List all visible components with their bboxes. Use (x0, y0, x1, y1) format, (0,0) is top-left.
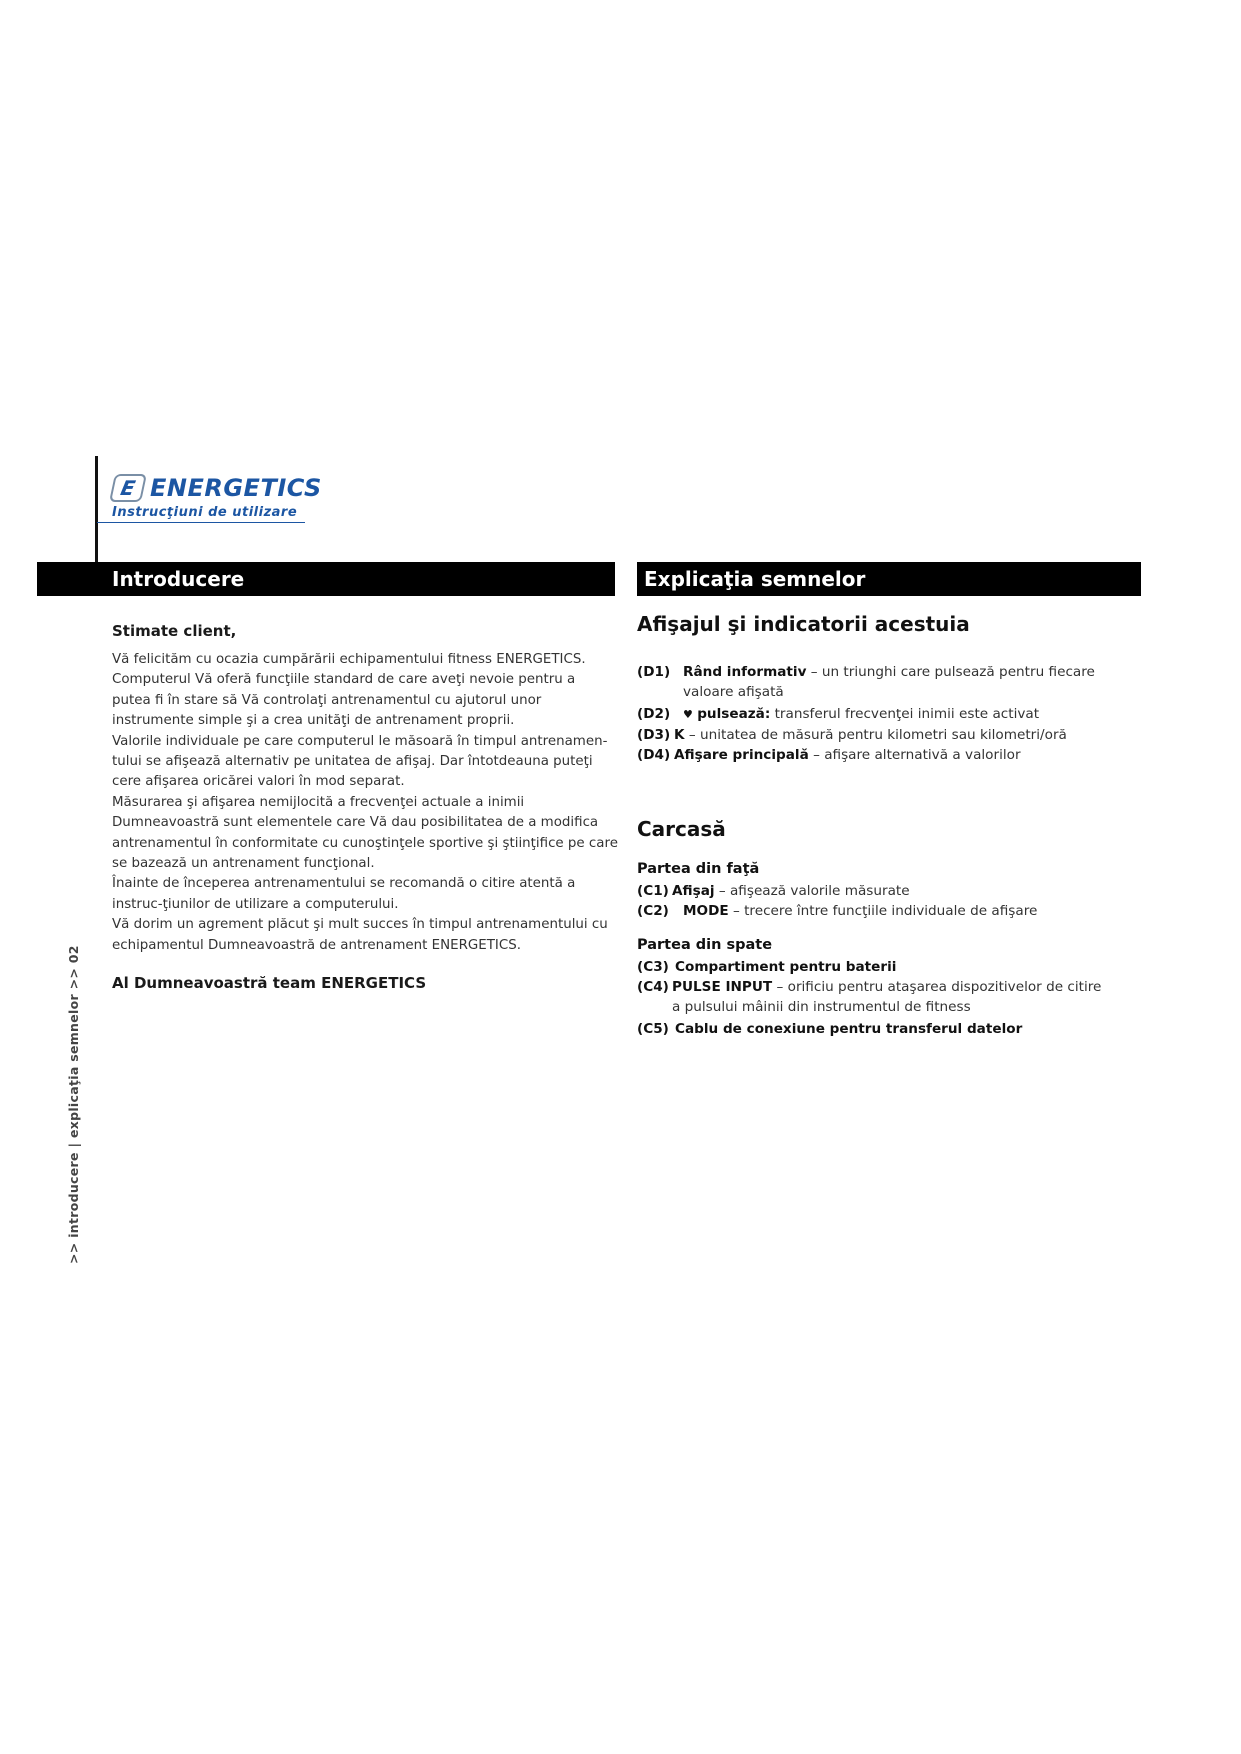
page-side-label: >> introducere | explicaţia semnelor >> 02 (66, 945, 81, 1264)
item-code: (D1) (637, 664, 671, 680)
item-code: (C1) (637, 883, 669, 899)
greeting: Stimate client, (112, 622, 237, 640)
intro-paragraph: Valorile individuale pe care computerul le măsoară în timpul antrenamen-tului se afişează alternativ pe unitatea de afişaj. Dar întotdeauna puteţi cere afişarea oricărei valori în mod separat. (112, 733, 608, 790)
item-code: (C3) (637, 959, 669, 975)
display-item-d3 (637, 725, 1137, 745)
document-subtitle: Instrucţiuni de utilizare (112, 505, 298, 520)
item-term: pulsează: (697, 706, 771, 722)
item-term: Afişare principală (674, 747, 809, 763)
item-desc: – afişează valorile măsurate (714, 883, 910, 899)
item-desc: – unitatea de măsură pentru kilometri sau kilometri/oră (684, 727, 1067, 743)
intro-paragraph: Computerul Vă oferă funcţiile standard de care aveţi nevoie pentru a putea fi în stare să Vă controlaţi antrenamentul cu ajutorul unor instrumente simple şi a crea unităţi de antrenament proprii. (112, 672, 576, 729)
item-desc: – orificiu pentru ataşarea dispozitivelor de citire a pulsului mâinii din instrumentul de fitness (672, 979, 1102, 1015)
item-code: (D2) (637, 706, 671, 722)
housing-item-c4 (637, 977, 1137, 1017)
item-term: K (674, 727, 685, 743)
item-code: (D4) (637, 747, 671, 763)
signature: Al Dumneavoastră team ENERGETICS (112, 974, 427, 993)
header-divider (95, 456, 98, 562)
logo-mark-icon: E (109, 474, 147, 502)
item-desc: – afişare alternativă a valorilor (808, 747, 1021, 763)
item-term: Afişaj (672, 883, 715, 899)
item-term: Cablu de conexiune pentru transferul datelor (675, 1021, 1023, 1037)
housing-item-c5 (637, 1019, 1137, 1039)
item-code: (C4) (637, 979, 669, 995)
item-desc: – trecere între funcţiile individuale de afişare (728, 903, 1038, 919)
item-desc: transferul frecvenţei inimii este activat (770, 706, 1040, 722)
item-term: Rând informativ (683, 664, 807, 680)
front-heading: Partea din faţă (637, 861, 760, 877)
display-heading: Afişajul şi indicatorii acestuia (637, 612, 970, 636)
item-code: (C2) (637, 903, 669, 919)
introduction-column (112, 622, 618, 1007)
section-title-introduction: Introducere (37, 562, 615, 596)
display-item-d4 (637, 745, 1137, 765)
intro-paragraph: Vă dorim un agrement plăcut şi mult succes în timpul antrenamentului cu echipamentul Dumneavoastră de antrenament ENERGETICS. (112, 917, 608, 953)
subtitle-underline (97, 522, 305, 523)
display-item-d2 (637, 704, 1137, 725)
housing-item-c1 (637, 881, 1137, 901)
display-item-d1 (637, 662, 1137, 702)
heart-icon: ♥ (683, 708, 693, 721)
item-term: PULSE INPUT (672, 979, 773, 995)
back-heading: Partea din spate (637, 937, 773, 953)
energetics-logo (112, 474, 322, 502)
item-term: Compartiment pentru baterii (675, 959, 897, 975)
intro-paragraph: Vă felicităm cu ocazia cumpărării echipamentului fitness ENERGETICS. (112, 652, 586, 667)
intro-paragraph: Înainte de începerea antrenamentului se recomandă o citire atentă a instruc-ţiunilor de utilizare a computerului. (112, 876, 576, 912)
housing-heading: Carcasă (637, 817, 726, 841)
housing-item-c3 (637, 957, 1137, 977)
intro-paragraph: Măsurarea şi afişarea nemijlocită a frecvenţei actuale a inimii Dumneavoastră sunt elementele care Vă dau posibilitatea de a modifica antrenamentul în conformitate cu cunoştinţele sportive şi ştiinţifice pe care se bazează un antrenament funcţional. (112, 794, 618, 872)
item-term: MODE (683, 903, 729, 919)
item-code: (D3) (637, 727, 671, 743)
item-desc: – un triunghi care pulsează pentru fiecare valoare afişată (683, 664, 1095, 700)
logo-wordmark: ENERGETICS (150, 474, 322, 502)
section-title-symbols: Explicaţia semnelor (637, 562, 1141, 596)
symbols-column (637, 612, 1137, 1039)
housing-item-c2 (637, 901, 1137, 921)
item-code: (C5) (637, 1021, 669, 1037)
